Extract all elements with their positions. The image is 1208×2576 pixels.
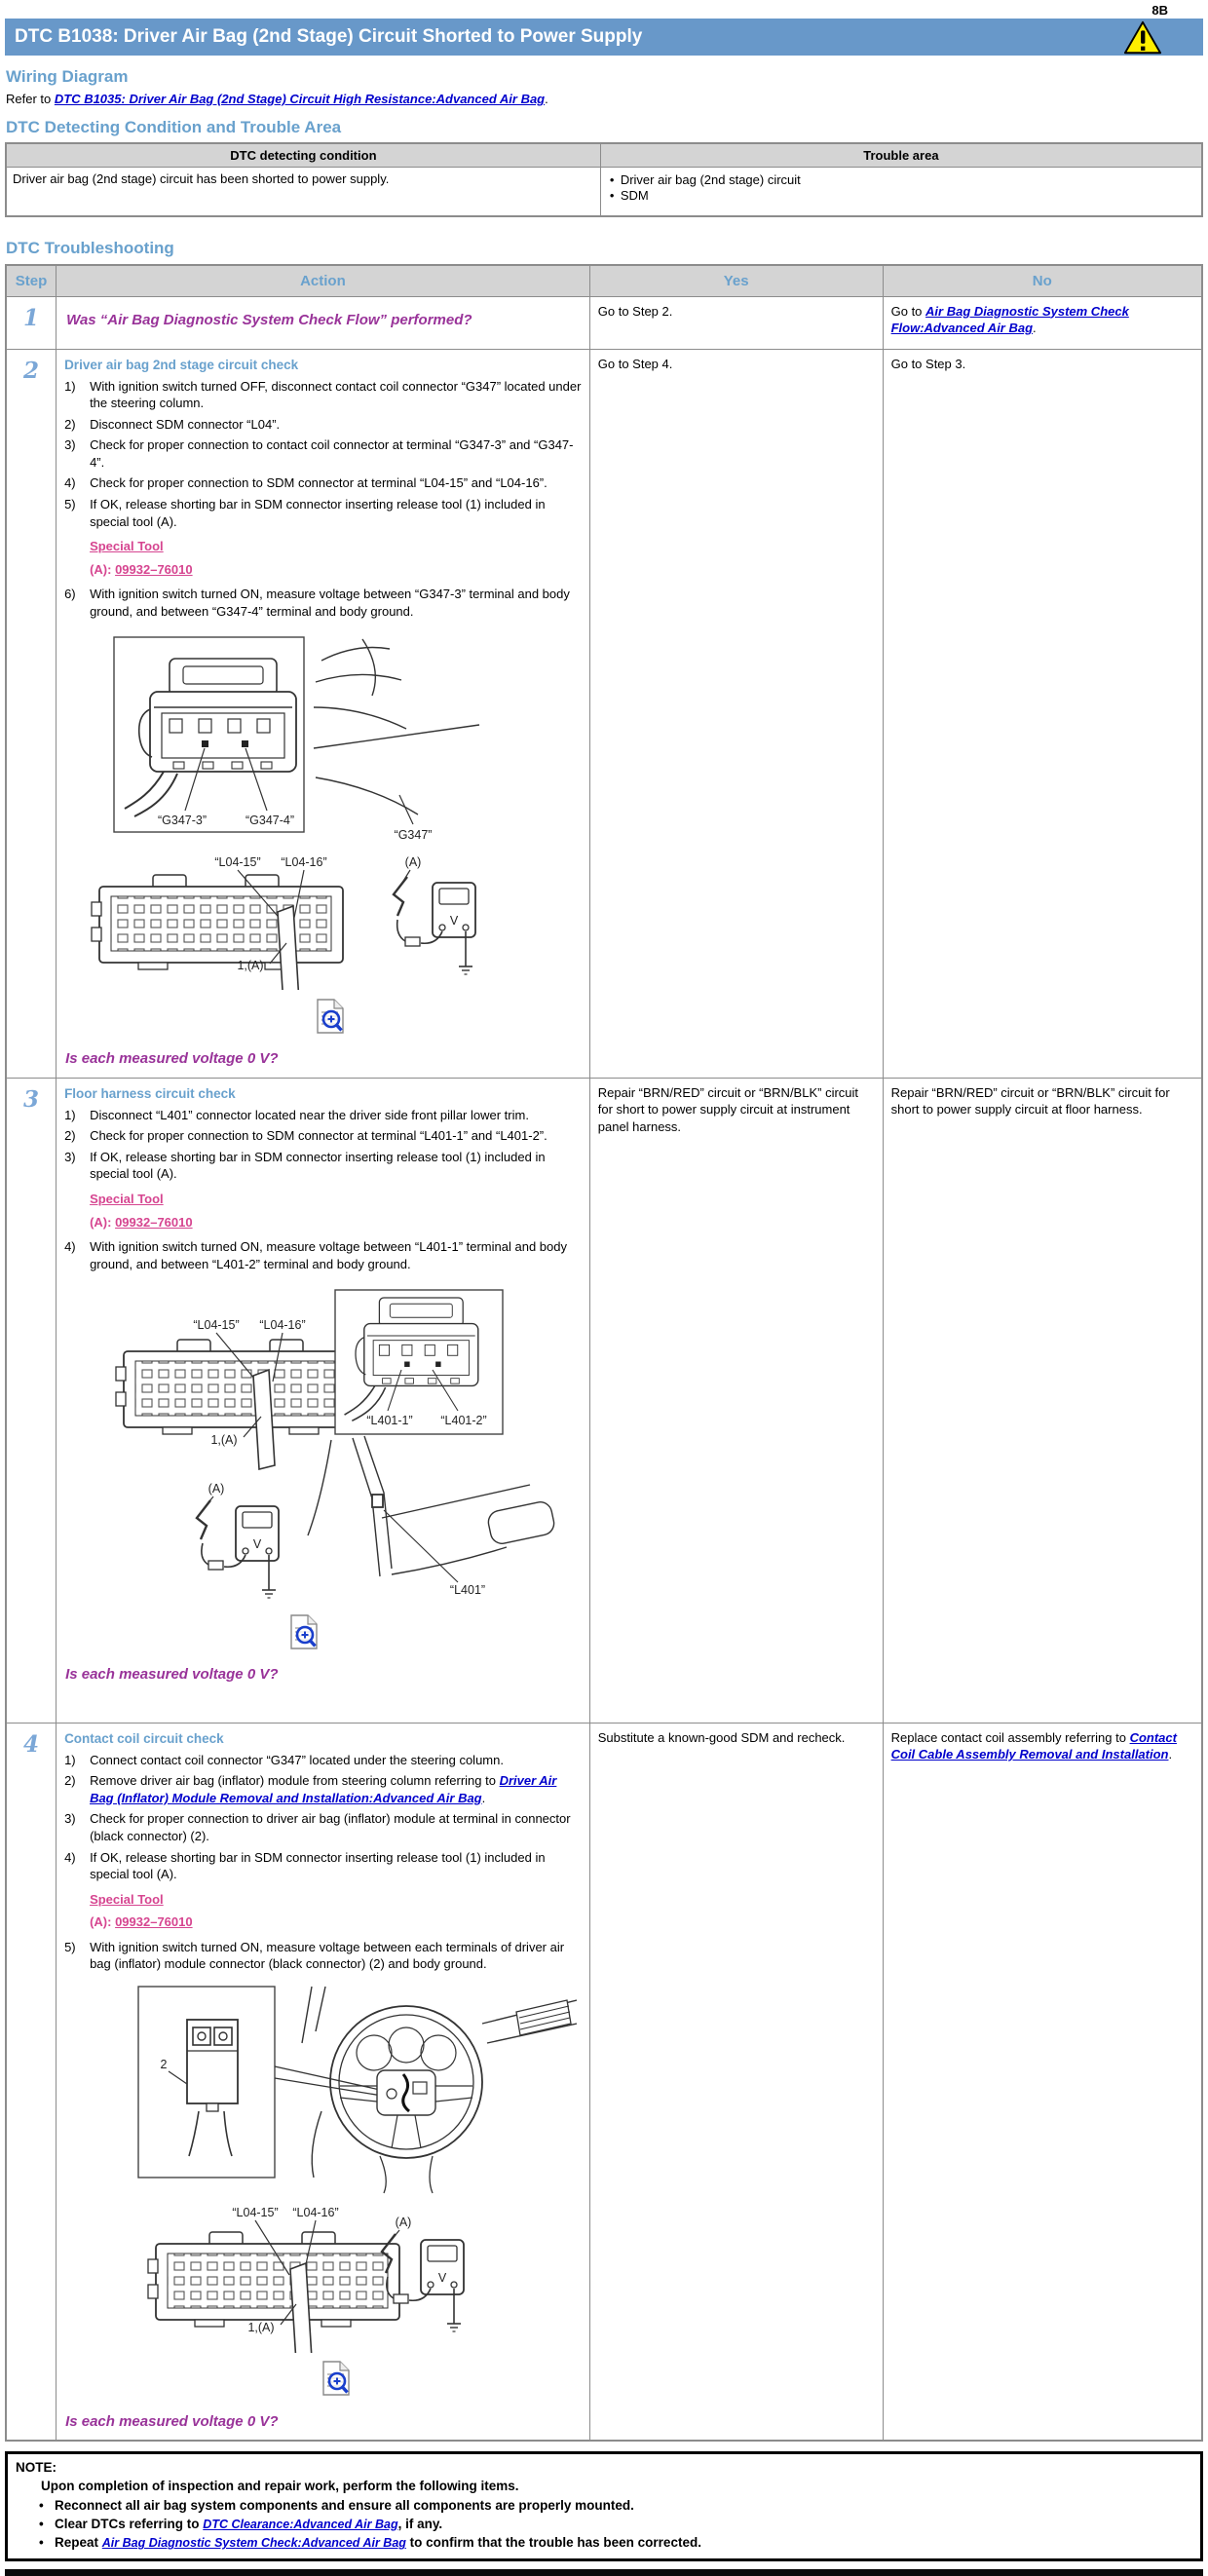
- step2-title: Driver air bag 2nd stage circuit check: [64, 357, 299, 372]
- item-number: 3): [64, 1811, 76, 1827]
- dtc-title-bar: [5, 19, 1203, 56]
- note-bullet-text: Clear DTCs referring to: [55, 2516, 204, 2531]
- action-item: [64, 1752, 582, 1769]
- special-tool-link[interactable]: Special Tool: [90, 1192, 164, 1207]
- diagram-label: “L04-15”: [214, 855, 261, 870]
- special-tool-number-link[interactable]: 09932–76010: [115, 561, 193, 577]
- action-item: [64, 1849, 582, 1883]
- step-number: 3: [6, 1078, 57, 1723]
- detecting-condition-cell: Driver air bag (2nd stage) circuit has been shorted to power supply.: [6, 168, 600, 216]
- item-text: If OK, release shorting bar in SDM connector inserting release tool (1) included in special tool (A).: [90, 497, 546, 529]
- item-number: 4): [64, 1849, 76, 1865]
- refer-period: .: [545, 92, 548, 106]
- refer-text: Refer to: [6, 92, 55, 106]
- diagram-label: (A): [395, 2215, 412, 2229]
- no-cell-period: .: [1033, 321, 1037, 336]
- step2-question: Is each measured voltage 0 V?: [65, 1050, 279, 1068]
- page-bottom-bar: [5, 2569, 1203, 2576]
- action-item: [64, 496, 582, 530]
- diagram-label: “G347”: [394, 828, 433, 843]
- item-text: Check for proper connection to SDM connector at terminal “L04-15” and “L04-16”.: [90, 475, 547, 491]
- zoom-icon[interactable]: [316, 999, 582, 1039]
- item-number: 6): [64, 587, 76, 602]
- page-corner-label: 8B: [1151, 3, 1168, 18]
- special-tool-ref: (A):: [90, 1914, 116, 1930]
- trouble-area-cell: [600, 168, 1202, 216]
- step4-question: Is each measured voltage 0 V?: [65, 2412, 279, 2430]
- diagram-label: 1,(A): [210, 1433, 238, 1448]
- step1-no-cell: [883, 296, 1202, 349]
- detecting-table-header-row: [6, 143, 1202, 168]
- note-box: [5, 2451, 1203, 2561]
- step-number: 4: [6, 1723, 57, 2441]
- diagram-label: “L04-16”: [292, 2205, 339, 2219]
- note-bullet-suffix: , if any.: [397, 2516, 443, 2531]
- step4-title: Contact coil circuit check: [64, 1730, 224, 1746]
- step3-title: Floor harness circuit check: [64, 1085, 236, 1101]
- item-text: [90, 1772, 582, 1806]
- item-text: If OK, release shorting bar in SDM connector inserting release tool (1) included in special tool (A).: [90, 1149, 546, 1182]
- action-item: [64, 1107, 582, 1124]
- item-number: 4): [64, 1239, 76, 1255]
- col-yes: Yes: [589, 265, 883, 297]
- special-tool-number-link[interactable]: 09932–76010: [115, 1214, 193, 1230]
- step-row-3: [6, 1078, 1202, 1723]
- no-cell-text: Replace contact coil assembly referring to: [890, 1729, 1130, 1745]
- step4-yes-cell: Substitute a known-good SDM and recheck.: [589, 1723, 883, 2441]
- diagram-label: “G347-3”: [158, 814, 208, 828]
- diagram-label: “L04-15”: [232, 2205, 279, 2219]
- item-number: 5): [64, 497, 76, 511]
- step-row-1: [6, 296, 1202, 349]
- step-number: 1: [6, 296, 57, 349]
- action-item: [64, 1127, 582, 1145]
- diagram-label: “L04-15”: [193, 1318, 240, 1333]
- item-number: 3): [64, 437, 76, 453]
- airbag-module-removal-link[interactable]: Driver Air Bag (Inflator) Module Removal and Installation:Advanced Air Bag: [90, 1773, 557, 1805]
- item-text: Disconnect SDM connector “L04”.: [90, 416, 281, 432]
- col-trouble-area: Trouble area: [600, 143, 1202, 168]
- no-cell-text: Go to: [890, 303, 926, 319]
- special-tool-ref: (A):: [90, 561, 116, 577]
- step4-no-cell: [883, 1723, 1202, 2441]
- special-tool-block: [90, 1191, 582, 1231]
- troubleshooting-heading: DTC Troubleshooting: [6, 238, 174, 257]
- action-item: [64, 416, 582, 434]
- item-text: Check for proper connection to SDM connector at terminal “L401-1” and “L401-2”.: [90, 1128, 547, 1144]
- note-label: NOTE:: [16, 2460, 57, 2476]
- action-item: [64, 1149, 582, 1183]
- action-item: [64, 474, 582, 492]
- step-row-4: [6, 1723, 1202, 2441]
- diagram-label: “G347-4”: [245, 814, 295, 828]
- diagram-label: (A): [208, 1482, 225, 1496]
- step2-diagram: [70, 631, 582, 1038]
- item-text-suffix: .: [481, 1790, 486, 1805]
- dtc-b1035-link[interactable]: DTC B1035: Driver Air Bag (2nd Stage) Circuit High Resistance:Advanced Air Bag: [54, 92, 546, 106]
- note-bullet-suffix: to confirm that the trouble has been corrected.: [405, 2535, 701, 2551]
- special-tool-ref: (A):: [90, 1214, 116, 1230]
- col-action: Action: [57, 265, 590, 297]
- diagram-label: “L401-2”: [440, 1414, 487, 1428]
- voltmeter-label: V: [252, 1537, 262, 1552]
- special-tool-link[interactable]: Special Tool: [90, 1891, 164, 1907]
- trouble-area-item: • Driver air bag (2nd stage) circuit: [607, 172, 1195, 187]
- diagram-label: “L04-16”: [281, 855, 327, 870]
- item-text: With ignition switch turned ON, measure voltage between each terminals of driver air bag (inflator) module connector (black connector) (2) and body ground.: [90, 1939, 565, 1972]
- action-item: [64, 586, 582, 620]
- step3-question: Is each measured voltage 0 V?: [65, 1666, 279, 1684]
- diagram-label: “L401”: [449, 1583, 486, 1598]
- zoom-icon[interactable]: [289, 1614, 582, 1654]
- step1-yes-cell: Go to Step 2.: [589, 296, 883, 349]
- troubleshooting-table: [5, 264, 1203, 2443]
- special-tool-ref-line: [90, 1214, 582, 1231]
- contact-coil-removal-link[interactable]: Contact Coil Cable Assembly Removal and Installation: [890, 1729, 1177, 1762]
- note-bullet: [16, 2533, 1192, 2553]
- item-number: 5): [64, 1939, 76, 1954]
- item-text: Check for proper connection to contact coil connector at terminal “G347-3” and “G347-4”.: [90, 437, 574, 470]
- action-item: [64, 378, 582, 412]
- detecting-condition-heading: DTC Detecting Condition and Trouble Area: [6, 118, 342, 136]
- col-detecting-condition: DTC detecting condition: [6, 143, 600, 168]
- item-number: 2): [64, 416, 76, 432]
- diagram-label: 1,(A): [247, 2320, 275, 2334]
- wiring-diagram-heading: Wiring Diagram: [6, 67, 129, 86]
- note-intro: Upon completion of inspection and repair work, perform the following items.: [41, 2479, 519, 2494]
- item-number: 2): [64, 1128, 76, 1144]
- item-text: With ignition switch turned OFF, disconnect contact coil connector “G347” located under the steering column.: [90, 378, 582, 411]
- note-bullet: [16, 2515, 1192, 2534]
- item-number: 3): [64, 1149, 76, 1164]
- zoom-icon[interactable]: [321, 2361, 582, 2401]
- item-text: Disconnect “L401” connector located near the driver side front pillar lower trim.: [90, 1107, 529, 1122]
- airbag-system-check-link[interactable]: Air Bag Diagnostic System Check:Advanced Air Bag: [101, 2536, 406, 2551]
- no-cell-period: .: [1168, 1747, 1173, 1762]
- special-tool-ref-line: [90, 1913, 582, 1931]
- step4-diagram: [70, 1985, 582, 2401]
- special-tool-ref-line: [90, 561, 582, 579]
- item-text-prefix: Remove driver air bag (inflator) module from steering column referring to: [90, 1773, 500, 1789]
- detecting-table: [5, 142, 1203, 217]
- special-tool-number-link[interactable]: 09932–76010: [115, 1914, 193, 1930]
- action-item: [64, 1810, 582, 1844]
- item-number: 1): [64, 1752, 76, 1767]
- diagram-label: 1,(A): [237, 959, 264, 973]
- note-bullet: • Reconnect all air bag system components and ensure all components are properly mounted.: [16, 2496, 1192, 2515]
- col-no: No: [883, 265, 1202, 297]
- special-tool-link[interactable]: Special Tool: [90, 539, 164, 554]
- step1-question: Was “Air Bag Diagnostic System Check Flow” performed?: [66, 311, 472, 328]
- step2-yes-cell: Go to Step 4.: [589, 349, 883, 1078]
- item-number: 4): [64, 475, 76, 491]
- step-number: 2: [6, 349, 57, 1078]
- voltmeter-label: V: [449, 914, 459, 928]
- diagram-label: “L04-16”: [259, 1318, 306, 1333]
- action-item: [64, 436, 582, 471]
- action-item: [64, 1939, 582, 1973]
- col-step: Step: [6, 265, 57, 297]
- item-text: Check for proper connection to driver air bag (inflator) module at terminal in connector (black connector) (2).: [90, 1811, 571, 1844]
- item-text: Connect contact coil connector “G347” located under the steering column.: [90, 1752, 504, 1767]
- item-text: With ignition switch turned ON, measure voltage between “L401-1” terminal and body ground, and between “L401-2” terminal and body ground.: [90, 1239, 567, 1271]
- item-number: 1): [64, 378, 76, 394]
- page-title: DTC B1038: Driver Air Bag (2nd Stage) Circuit Shorted to Power Supply: [15, 26, 643, 47]
- step3-diagram: [70, 1284, 582, 1653]
- step-row-2: [6, 349, 1202, 1078]
- dtc-clearance-link[interactable]: DTC Clearance:Advanced Air Bag: [203, 2517, 398, 2531]
- item-text: If OK, release shorting bar in SDM connector inserting release tool (1) included in special tool (A).: [90, 1849, 546, 1882]
- special-tool-block: [90, 1891, 582, 1931]
- airbag-check-flow-link[interactable]: Air Bag Diagnostic System Check Flow:Advanced Air Bag: [890, 303, 1129, 336]
- detecting-table-body-row: [6, 168, 1202, 216]
- action-item: [64, 1772, 582, 1806]
- step3-no-cell: Repair “BRN/RED” circuit or “BRN/BLK” circuit for short to power supply circuit at floor harness.: [883, 1078, 1202, 1723]
- warning-icon[interactable]: [1123, 19, 1162, 62]
- diagram-label: 2: [160, 2057, 168, 2071]
- voltmeter-label: V: [437, 2270, 447, 2285]
- action-item: [64, 1238, 582, 1272]
- item-text: With ignition switch turned ON, measure voltage between “G347-3” terminal and body ground, and between “G347-4” terminal and body ground.: [90, 587, 570, 619]
- diagram-label: “L401-1”: [366, 1414, 413, 1428]
- step3-yes-cell: Repair “BRN/RED” circuit or “BRN/BLK” circuit for short to power supply circuit at instrument panel harness.: [589, 1078, 883, 1723]
- note-bullet-text: Repeat: [55, 2535, 102, 2551]
- item-number: 2): [64, 1773, 76, 1789]
- item-number: 1): [64, 1107, 76, 1122]
- trouble-area-item: • SDM: [607, 188, 1195, 203]
- troubleshooting-header-row: [6, 265, 1202, 297]
- special-tool-block: [90, 538, 582, 578]
- diagram-label: (A): [404, 855, 422, 870]
- step2-no-cell: Go to Step 3.: [883, 349, 1202, 1078]
- wiring-refer-line: [6, 92, 1203, 106]
